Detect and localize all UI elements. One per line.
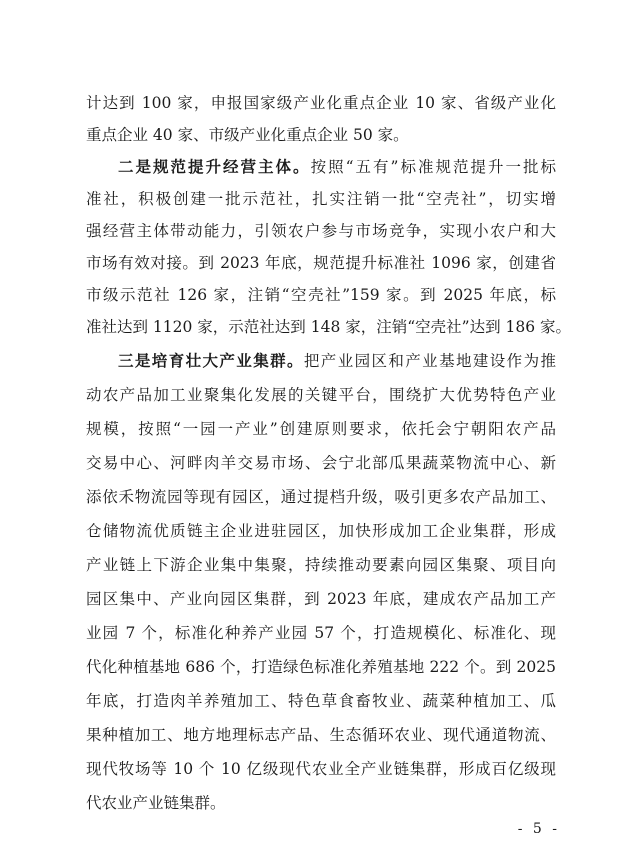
- paragraph-2-line-5: 市级示范社 126 家，注销“空壳社”159 家。到 2025 年底，标: [86, 286, 556, 304]
- paragraph-3-line-6: 仓储物流优质链主企业进驻园区，加快形成加工企业集群，形成: [86, 522, 556, 540]
- paragraph-1-line-1: 计达到 100 家，申报国家级产业化重点企业 10 家、省级产业化: [86, 94, 556, 112]
- page-number: - 5 -: [517, 821, 560, 837]
- paragraph-3-line-1-text: 把产业园区和产业基地建设作为推: [303, 352, 556, 370]
- paragraph-1-line-2: 重点企业 40 家、市级产业化重点企业 50 家。: [86, 126, 409, 144]
- paragraph-3-line-7: 产业链上下游企业集中集聚，持续推动要素向园区集聚、项目向: [86, 556, 556, 574]
- paragraph-3-line-10: 代化种植基地 686 个，打造绿色标准化养殖基地 222 个。到 2025: [86, 658, 556, 676]
- paragraph-2-line-6: 准社达到 1120 家，示范社达到 148 家，注销“空壳社”达到 186 家。: [86, 318, 572, 336]
- paragraph-3-line-1: [118, 351, 556, 371]
- paragraph-3-line-5: 添依禾物流园等现有园区，通过提档升级，吸引更多农产品加工、: [86, 488, 556, 506]
- paragraph-2-line-3: 强经营主体带动能力，引领农户参与市场竞争，实现小农户和大: [86, 222, 556, 240]
- paragraph-3-line-9: 业园 7 个，标准化种养产业园 57 个，打造规模化、标准化、现: [86, 624, 556, 642]
- paragraph-3-line-2: 动农产品加工业聚集化发展的关键平台，围绕扩大优势特色产业: [86, 386, 556, 404]
- paragraph-2-line-4: 市场有效对接。到 2023 年底，规范提升标准社 1096 家，创建省: [86, 254, 556, 272]
- paragraph-3-line-12: 果种植加工、地方地理标志产品、生态循环农业、现代通道物流、: [86, 726, 556, 744]
- paragraph-3-line-11: 年底，打造肉羊养殖加工、特色草食畜牧业、蔬菜种植加工、瓜: [86, 692, 556, 710]
- paragraph-3-line-13: 现代牧场等 10 个 10 亿级现代农业全产业链集群，形成百亿级现: [86, 760, 556, 778]
- paragraph-2-line-2: 准社，积极创建一批示范社，扎实注销一批“空壳社”，切实增: [86, 190, 556, 208]
- paragraph-2-heading: 二是规范提升经营主体。: [118, 158, 311, 176]
- paragraph-2-line-1: [118, 157, 556, 177]
- paragraph-3-line-3: 规模，按照“一园一产业”创建原则要求，依托会宁朝阳农产品: [86, 420, 556, 438]
- paragraph-2-line-1-text: 按照“五有”标准规范提升一批标: [310, 158, 556, 176]
- paragraph-3-heading: 三是培育壮大产业集群。: [118, 352, 304, 370]
- paragraph-3-line-14: 代农业产业链集群。: [86, 794, 226, 812]
- paragraph-3-line-8: 园区集中、产业向园区集群，到 2023 年底，建成农产品加工产: [86, 590, 556, 608]
- paragraph-3-line-4: 交易中心、河畔肉羊交易市场、会宁北部瓜果蔬菜物流中心、新: [86, 454, 556, 472]
